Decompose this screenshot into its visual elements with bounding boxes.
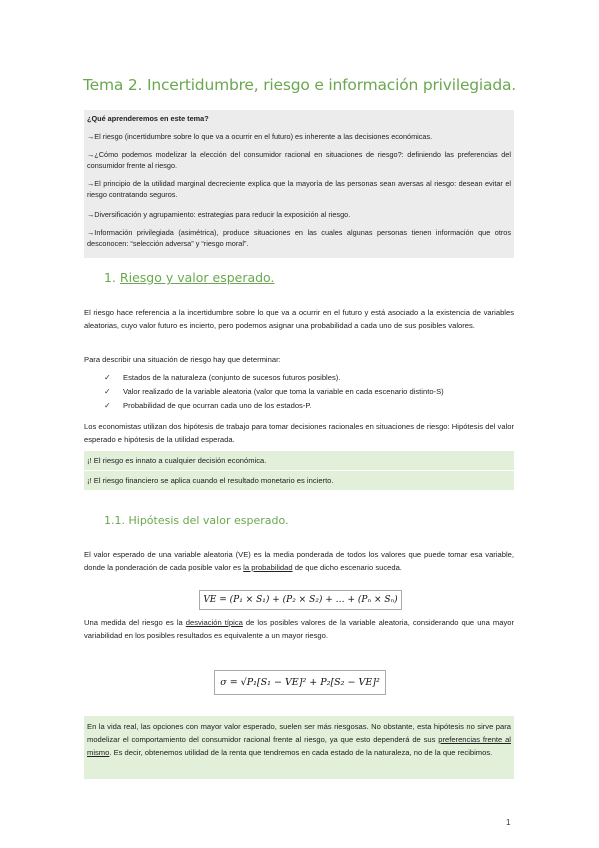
- standard-deviation-formula: σ = √P₁[S₁ − VE]² + P₂[S₂ − VE]²: [214, 670, 386, 695]
- summary-item-1: →El riesgo (incertidumbre sobre lo que va a ocurrir en el futuro) es inherente a las decisiones económicas.: [87, 132, 433, 141]
- section-1-paragraph-2: Para describir una situación de riesgo hay que determinar:: [84, 355, 281, 364]
- text-run: Una medida del riesgo es la: [84, 618, 186, 627]
- checklist-item-2: Valor realizado de la variable aleatoria (valor que toma la variable en cada escenario distinto-S): [123, 387, 444, 396]
- section-1-paragraph-3: Los economistas utilizan dos hipótesis de trabajo para tomar decisiones racionales en situaciones de riesgo: Hipótesis del valor esperado e hipótesis de la utilidad esperada.: [84, 422, 514, 444]
- subsection-paragraph-2: [84, 617, 514, 642]
- underlined-term: la probabilidad: [243, 562, 293, 572]
- summary-item-5: →Información privilegiada (asimétrica), produce situaciones en las cuales algunas personas tienen información que otros desconocen: “selección adversa” y “riesgo moral”.: [87, 228, 511, 248]
- page-number: 1: [506, 818, 511, 827]
- summary-question: ¿Qué aprenderemos en este tema?: [87, 114, 209, 123]
- note-1: ¡! El riesgo es innato a cualquier decisión económica.: [87, 456, 267, 465]
- text-run: En la vida real, las opciones con mayor valor esperado, suelen ser más riesgosas. No obstante, esta hipótesis no sirve para modelizar el comportamiento del consumidor racional frente al riesgo, ya que esto dependerá de sus: [87, 722, 511, 744]
- section-1-title: Riesgo y valor esperado.: [119, 270, 275, 285]
- checklist-item-1: Estados de la naturaleza (conjunto de sucesos futuros posibles).: [123, 373, 341, 382]
- underlined-term: desviación típica: [185, 618, 243, 627]
- section-1-number: 1.: [104, 270, 116, 285]
- summary-item-4: →Diversificación y agrupamiento: estrategias para reducir la exposición al riesgo.: [87, 210, 351, 219]
- check-icon: ✓: [104, 387, 111, 396]
- underlined-term: preferencias frente al mismo: [87, 735, 511, 757]
- text-run: de los posibles valores de la variable aleatoria, considerando que una mayor variabilidad en los posibles resultados es equivalente a un mayor riesgo.: [84, 618, 514, 640]
- expected-value-formula: VE = (P₁ × S₁) + (P₂ × S₂) + … + (Pₙ × Sₙ): [199, 590, 402, 610]
- note-2: ¡! El riesgo financiero se aplica cuando el resultado monetario es incierto.: [87, 476, 334, 485]
- check-icon: ✓: [104, 401, 111, 410]
- page-title: Tema 2. Incertidumbre, riesgo e información privilegiada.: [82, 76, 517, 94]
- check-icon: ✓: [104, 373, 111, 382]
- subsection-paragraph-1: [84, 549, 514, 574]
- summary-item-3: →El principio de la utilidad marginal decreciente explica que la mayoría de las personas sean aversas al riesgo: desean evitar el riesgo contratando seguros.: [87, 179, 511, 199]
- conclusion-paragraph: [87, 720, 511, 759]
- section-1-paragraph-1: El riesgo hace referencia a la incertidumbre sobre lo que va a ocurrir en el futuro y está asociado a la existencia de variables aleatorias, cuyo valor futuro es incierto, pero podemos asignar una probabilidad a cada uno de sus posibles valores.: [84, 308, 514, 330]
- checklist-item-3: Probabilidad de que ocurran cada uno de los estados-P.: [123, 401, 312, 410]
- text-run: El valor esperado de una variable aleatoria (VE) es la media ponderada de todos los valores que puede tomar esa variable, donde la ponderación de cada posible valor es: [84, 550, 514, 572]
- section-1-heading: [104, 270, 274, 285]
- text-run: de que dicho escenario suceda.: [292, 562, 402, 572]
- summary-item-2: →¿Cómo podemos modelizar la elección del consumidor racional en situaciones de riesgo?: definiendo las preferencias del consumidor frente al riesgo.: [87, 150, 511, 170]
- text-run: . Es decir, obtenemos utilidad de la renta que tendremos en cada estado de la naturaleza, no de la que recibimos.: [109, 748, 493, 757]
- subsection-1-1-heading: 1.1. Hipótesis del valor esperado.: [104, 514, 289, 527]
